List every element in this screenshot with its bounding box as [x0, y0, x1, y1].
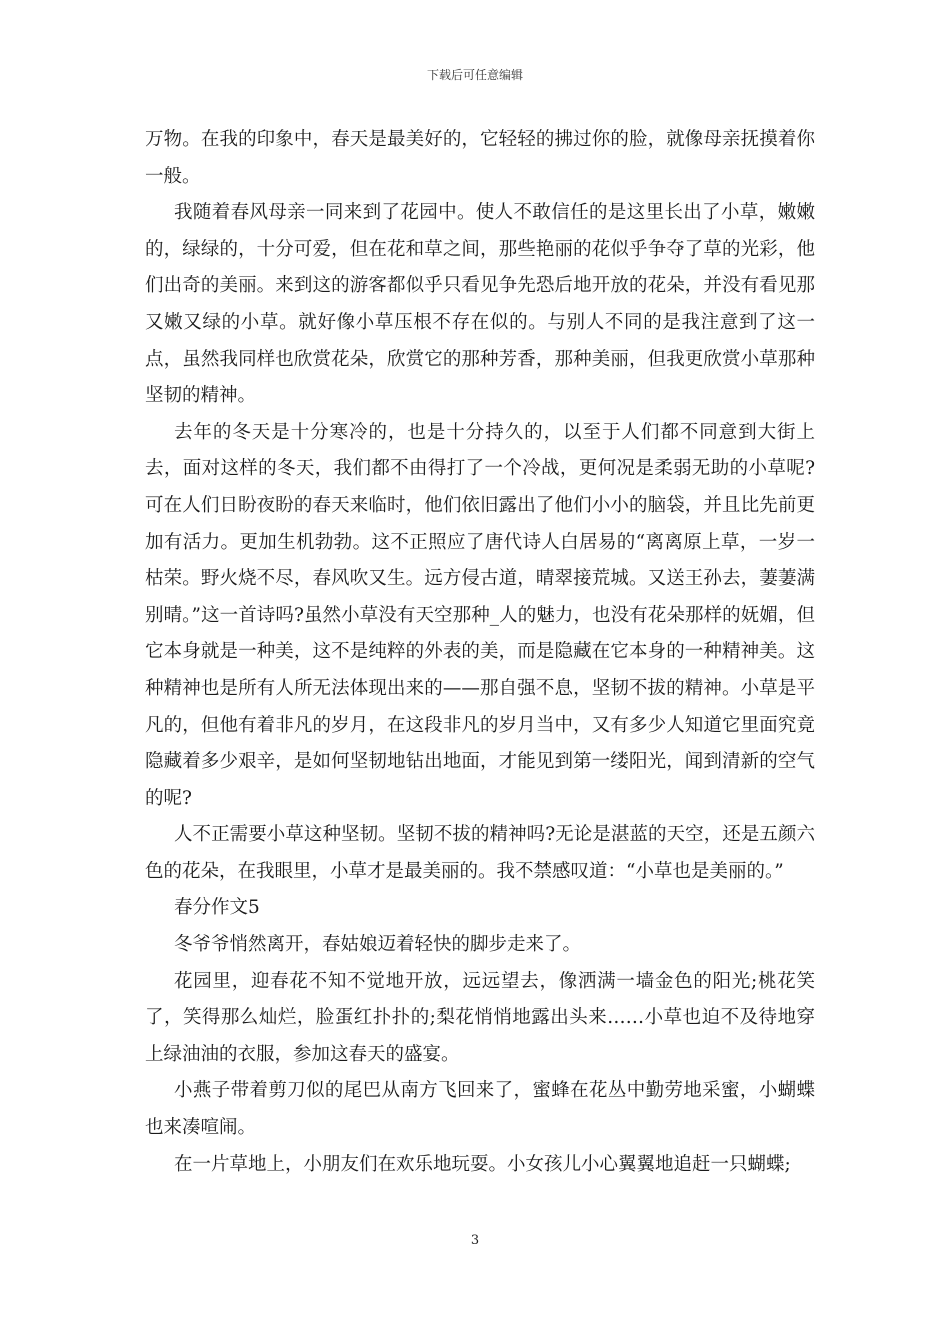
- paragraph: 冬爷爷悄然离开，春姑娘迈着轻快的脚步走来了。: [174, 934, 582, 956]
- paragraph: 在一片草地上，小朋友们在欢乐地玩耍。小女孩儿小心翼翼地追赶一只蝴蝶;: [174, 1153, 791, 1175]
- document-body: [145, 122, 815, 1183]
- paragraph: 人不正需要小草这种坚韧。坚韧不拔的精神吗?无论是湛蓝的天空，还是五颜六色的花朵，在我眼里，小草才是最美丽的。我不禁感叹道：“小草也是美丽的。”: [145, 824, 815, 882]
- paragraph: 万物。在我的印象中，春天是最美好的，它轻轻的拂过你的脸，就像母亲抚摸着你一般。: [145, 129, 815, 187]
- paragraph: 我随着春风母亲一同来到了花园中。使人不敢信任的是这里长出了小草，嫩嫩的，绿绿的，十分可爱，但在花和草之间，那些艳丽的花似乎争夺了草的光彩，他们出奇的美丽。来到这的游客都似乎只看见争先恐后地开放的花朵，并没有看见那又嫩又绿的小草。就好像小草压根不存在似的。与别人不同的是我注意到了这一点，虽然我同样也欣赏花朵，欣赏它的那种芳香，那种美丽，但我更欣赏小草那种坚韧的精神。: [145, 202, 815, 407]
- paragraph: 去年的冬天是十分寒冷的，也是十分持久的，以至于人们都不同意到大街上去，面对这样的冬天，我们都不由得打了一个冷战，更何况是柔弱无助的小草呢?可在人们日盼夜盼的春天来临时，他们依旧露出了他们小小的脑袋，并且比先前更加有活力。更加生机勃勃。这不正照应了唐代诗人白居易的“离离原上草，一岁一枯荣。野火烧不尽，春风吹又生。远方侵古道，晴翠接荒城。又送王孙去，萋萋满别晴。”这一首诗吗?虽然小草没有天空那种_人的魅力，也没有花朵那样的妩媚，但它本身就是一种美，这不是纯粹的外表的美，而是隐藏在它本身的一种精神美。这种精神也是所有人所无法体现出来的——那自强不息，坚韧不拔的精神。小草是平凡的，但他有着非凡的岁月，在这段非凡的岁月当中，又有多少人知道它里面究竟隐藏着多少艰辛，是如何坚韧地钻出地面，才能见到第一缕阳光，闻到清新的空气的呢?: [145, 421, 815, 809]
- page-number: 3: [470, 1233, 480, 1248]
- page-header: 下载后可任意编辑: [426, 68, 523, 82]
- section-heading: 春分作文5: [174, 897, 260, 919]
- paragraph: 小燕子带着剪刀似的尾巴从南方飞回来了，蜜蜂在花丛中勤劳地采蜜，小蝴蝶也来凑喧闹。: [145, 1080, 815, 1139]
- paragraph: 花园里，迎春花不知不觉地开放，远远望去，像洒满一墙金色的阳光;桃花笑了，笑得那么灿烂，脸蛋红扑扑的;梨花悄悄地露出头来……小草也迫不及待地穿上绿油油的衣服，参加这春天的盛宴。: [145, 970, 815, 1065]
